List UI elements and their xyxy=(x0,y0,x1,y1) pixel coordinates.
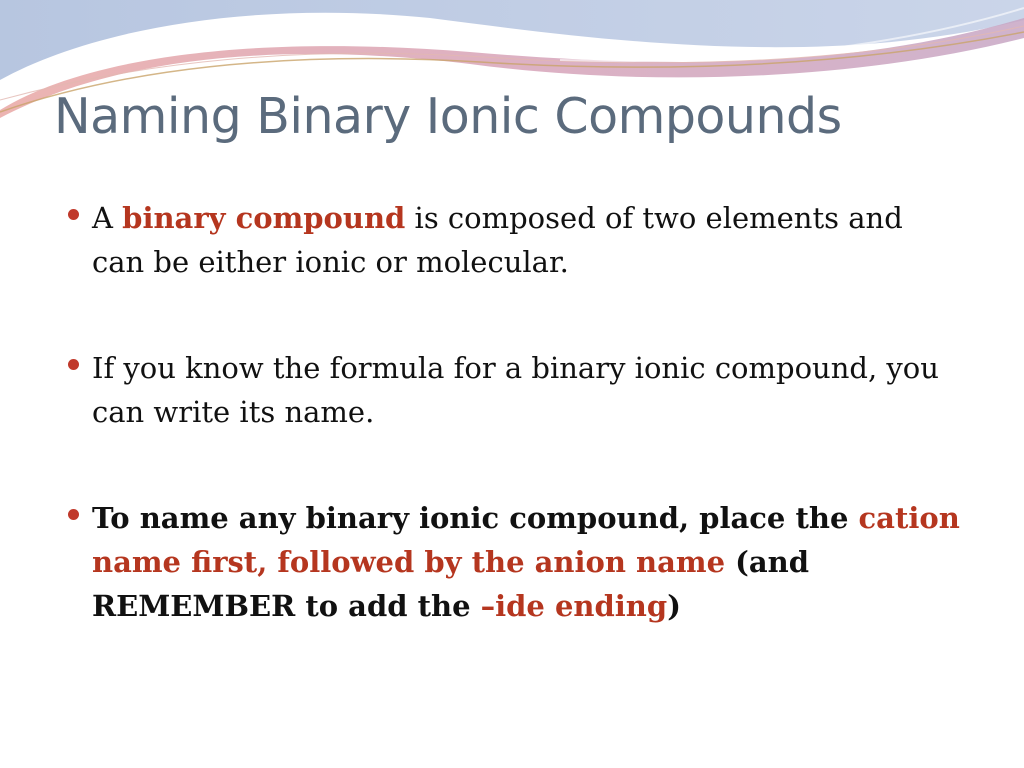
bullet-item-naming-rule xyxy=(64,496,964,628)
highlight-term: cation name first, followed by the anion name xyxy=(92,501,960,579)
bullet-item-binary-compound xyxy=(64,196,964,284)
bullet-text: is composed of two elements and can be either ionic or molecular. xyxy=(92,201,903,279)
bullet-dot-icon xyxy=(68,209,79,220)
bullet-text: ) xyxy=(667,589,681,623)
bullet-dot-icon xyxy=(68,509,79,520)
bullet-dot-icon xyxy=(68,359,79,370)
bullet-text: A xyxy=(92,201,123,235)
bullet-text: If you know the formula for a binary ionic compound, you can write its name. xyxy=(92,351,939,429)
bullet-text: (and REMEMBER to add the xyxy=(92,545,810,623)
bullet-item-formula xyxy=(64,346,964,434)
slide-title: Naming Binary Ionic Compounds xyxy=(54,88,842,145)
highlight-term: binary compound xyxy=(122,201,406,235)
bullet-list xyxy=(64,196,964,628)
bullet-text: To name any binary ionic compound, place the xyxy=(92,501,859,535)
highlight-term: –ide ending xyxy=(480,589,668,623)
